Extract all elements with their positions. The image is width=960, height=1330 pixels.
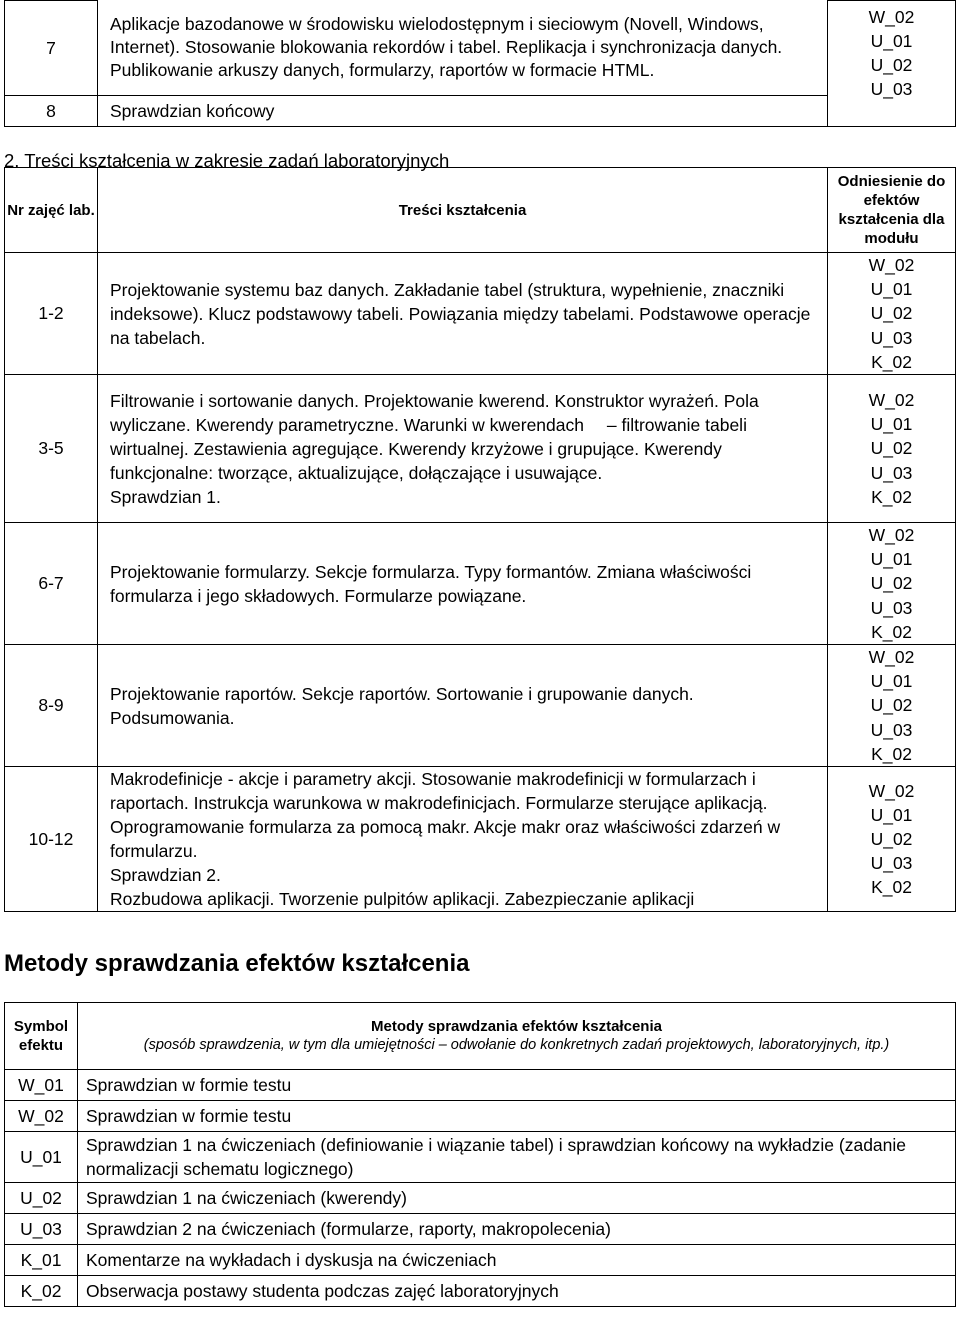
effect-code: U_03 (870, 597, 913, 618)
header-nr: Nr zajęć lab. (5, 168, 98, 253)
effect-code: U_02 (870, 695, 913, 716)
row-content: Projektowanie formularzy. Sekcje formularza. Typy formantów. Zmiana właściwości formularza i jego składowych. Formularze powiązane. (98, 523, 828, 645)
row-content (98, 375, 828, 523)
effect-symbol: K_02 (5, 1276, 78, 1307)
effect-code: K_02 (871, 743, 912, 764)
effect-code: U_03 (870, 462, 913, 483)
section-heading: Metody sprawdzania efektów kształcenia (4, 950, 470, 977)
effect-symbol: U_02 (5, 1183, 78, 1214)
effect-symbol: W_02 (5, 1101, 78, 1132)
section-heading: 2. Treści kształcenia w zakresie zadań laboratoryjnych (4, 150, 450, 171)
table-row (5, 1, 956, 96)
table-row (5, 1183, 956, 1214)
effect-code: K_02 (871, 486, 912, 507)
effects-reference (828, 767, 956, 912)
effect-symbol: U_03 (5, 1214, 78, 1245)
effect-code: W_02 (868, 780, 915, 801)
effect-symbol: U_01 (5, 1132, 78, 1183)
topics-table-continuation (4, 0, 956, 127)
table-row (5, 1214, 956, 1245)
row-number: 1-2 (5, 253, 98, 375)
effects-reference (828, 375, 956, 523)
row-content: Projektowanie systemu baz danych. Zakładanie tabel (struktura, wypełnienie, znaczniki indeksowe). Klucz podstawowy tabeli. Powiązania między tabelami. Podstawowe operacje na tabelach. (98, 253, 828, 375)
content-text: Sprawdzian 2. (110, 865, 221, 886)
lab-content-table (4, 167, 956, 912)
effect-code: U_02 (870, 303, 913, 324)
header-refs: Odniesienie do efektów kształcenia dla modułu (828, 168, 956, 253)
effect-code: U_01 (870, 804, 913, 825)
row-number: 3-5 (5, 375, 98, 523)
effects-reference (828, 645, 956, 767)
row-number: 6-7 (5, 523, 98, 645)
effect-code: U_03 (870, 327, 913, 348)
method-description: Sprawdzian w formie testu (78, 1070, 956, 1101)
effect-code: K_02 (871, 621, 912, 642)
effect-code: W_02 (868, 7, 915, 27)
effect-code: W_02 (868, 255, 915, 275)
table-row (5, 1132, 956, 1183)
content-text: – filtrowanie tabeli wirtualnej. Zestawienia agregujące. Kwerendy krzyżowe i grupujące. Kwerendy funkcjonalne: tworzące, aktualizujące, dołączające i usuwające. (110, 414, 747, 483)
methods-table (4, 1002, 956, 1307)
effect-code: K_02 (871, 877, 912, 898)
table-row (5, 523, 956, 645)
effect-code: U_02 (870, 438, 913, 459)
method-description: Sprawdzian w formie testu (78, 1101, 956, 1132)
row-number: 8 (5, 96, 98, 127)
method-description: Komentarze na wykładach i dyskusja na ćwiczeniach (78, 1245, 956, 1276)
content-text: Sprawdzian 1. (110, 486, 221, 507)
effect-code: U_03 (870, 853, 913, 874)
effect-code: U_02 (870, 828, 913, 849)
method-description: Sprawdzian 2 na ćwiczeniach (formularze, raporty, makropolecenia) (78, 1214, 956, 1245)
effect-code: U_01 (870, 671, 913, 692)
row-content: Aplikacje bazodanowe w środowisku wielodostępnym i sieciowym (Novell, Windows, Internet). Stosowanie blokowania rekordów i tabel. Replikacja i synchronizacja danych. Publikowanie arkuszy danych, formularzy, raportów w formacie HTML. (98, 1, 828, 96)
effect-code: U_01 (870, 279, 913, 300)
method-description: Sprawdzian 1 na ćwiczeniach (kwerendy) (78, 1183, 956, 1214)
header-symbol: Symbol efektu (5, 1003, 78, 1070)
effect-code: U_02 (870, 55, 913, 75)
table-row (5, 253, 956, 375)
effect-code: W_02 (868, 647, 915, 668)
table-row (5, 645, 956, 767)
table-row (5, 1101, 956, 1132)
table-row (5, 1245, 956, 1276)
effect-code: U_03 (870, 719, 913, 740)
table-row (5, 1276, 956, 1307)
effect-code: K_02 (871, 351, 912, 372)
effect-code: W_02 (868, 525, 915, 546)
row-number: 7 (5, 1, 98, 96)
table-row (5, 767, 956, 912)
effect-symbol: W_01 (5, 1070, 78, 1101)
header-title: Metody sprawdzania efektów kształcenia (371, 1018, 662, 1035)
row-number: 10-12 (5, 767, 98, 912)
table-header-row (5, 1003, 956, 1070)
row-number: 8-9 (5, 645, 98, 767)
header-subtitle: (sposób sprawdzenia, w tym dla umiejętności – odwołanie do konkretnych zadań projektowych, laboratoryjnych, itp.) (143, 1037, 890, 1053)
effects-reference (828, 1, 956, 127)
effect-code: W_02 (868, 390, 915, 410)
content-text: Makrodefinicje - akcje i parametry akcji. Stosowanie makrodefinicji w formularzach i raportach. Instrukcja warunkowa w makrodefinicjach. Formularze sterujące aplikacją. Oprogramowanie formularza za pomocą makr. Akcje makr oraz właściwości zdarzeń w formularzu. (110, 769, 781, 862)
effect-symbol: K_01 (5, 1245, 78, 1276)
row-content: Sprawdzian końcowy (98, 96, 828, 127)
effect-code: U_01 (870, 549, 913, 570)
method-description: Obserwacja postawy studenta podczas zajęć laboratoryjnych (78, 1276, 956, 1307)
effects-reference (828, 253, 956, 375)
effect-code: U_01 (870, 31, 913, 51)
effect-code: U_03 (870, 79, 913, 99)
row-content (98, 767, 828, 912)
table-header-row (5, 168, 956, 253)
effect-code: U_01 (870, 414, 913, 435)
row-content: Projektowanie raportów. Sekcje raportów. Sortowanie i grupowanie danych. Podsumowania. (98, 645, 828, 767)
effects-reference (828, 523, 956, 645)
content-text: Rozbudowa aplikacji. Tworzenie pulpitów aplikacji. Zabezpieczanie aplikacji (110, 889, 695, 910)
method-description: Sprawdzian 1 na ćwiczeniach (definiowanie i wiązanie tabel) i sprawdzian końcowy na wykładzie (zadanie normalizacji schematu logicznego) (78, 1132, 956, 1183)
header-content: Treści kształcenia (98, 168, 828, 253)
header-methods (78, 1003, 956, 1070)
table-row (5, 1070, 956, 1101)
content-text: Filtrowanie i sortowanie danych. Projektowanie kwerend. Konstruktor wyrażeń. Pola wyliczane. Kwerendy parametryczne. Warunki w kwerendach (110, 390, 759, 435)
table-row (5, 375, 956, 523)
effect-code: U_02 (870, 573, 913, 594)
table-row (5, 96, 956, 127)
